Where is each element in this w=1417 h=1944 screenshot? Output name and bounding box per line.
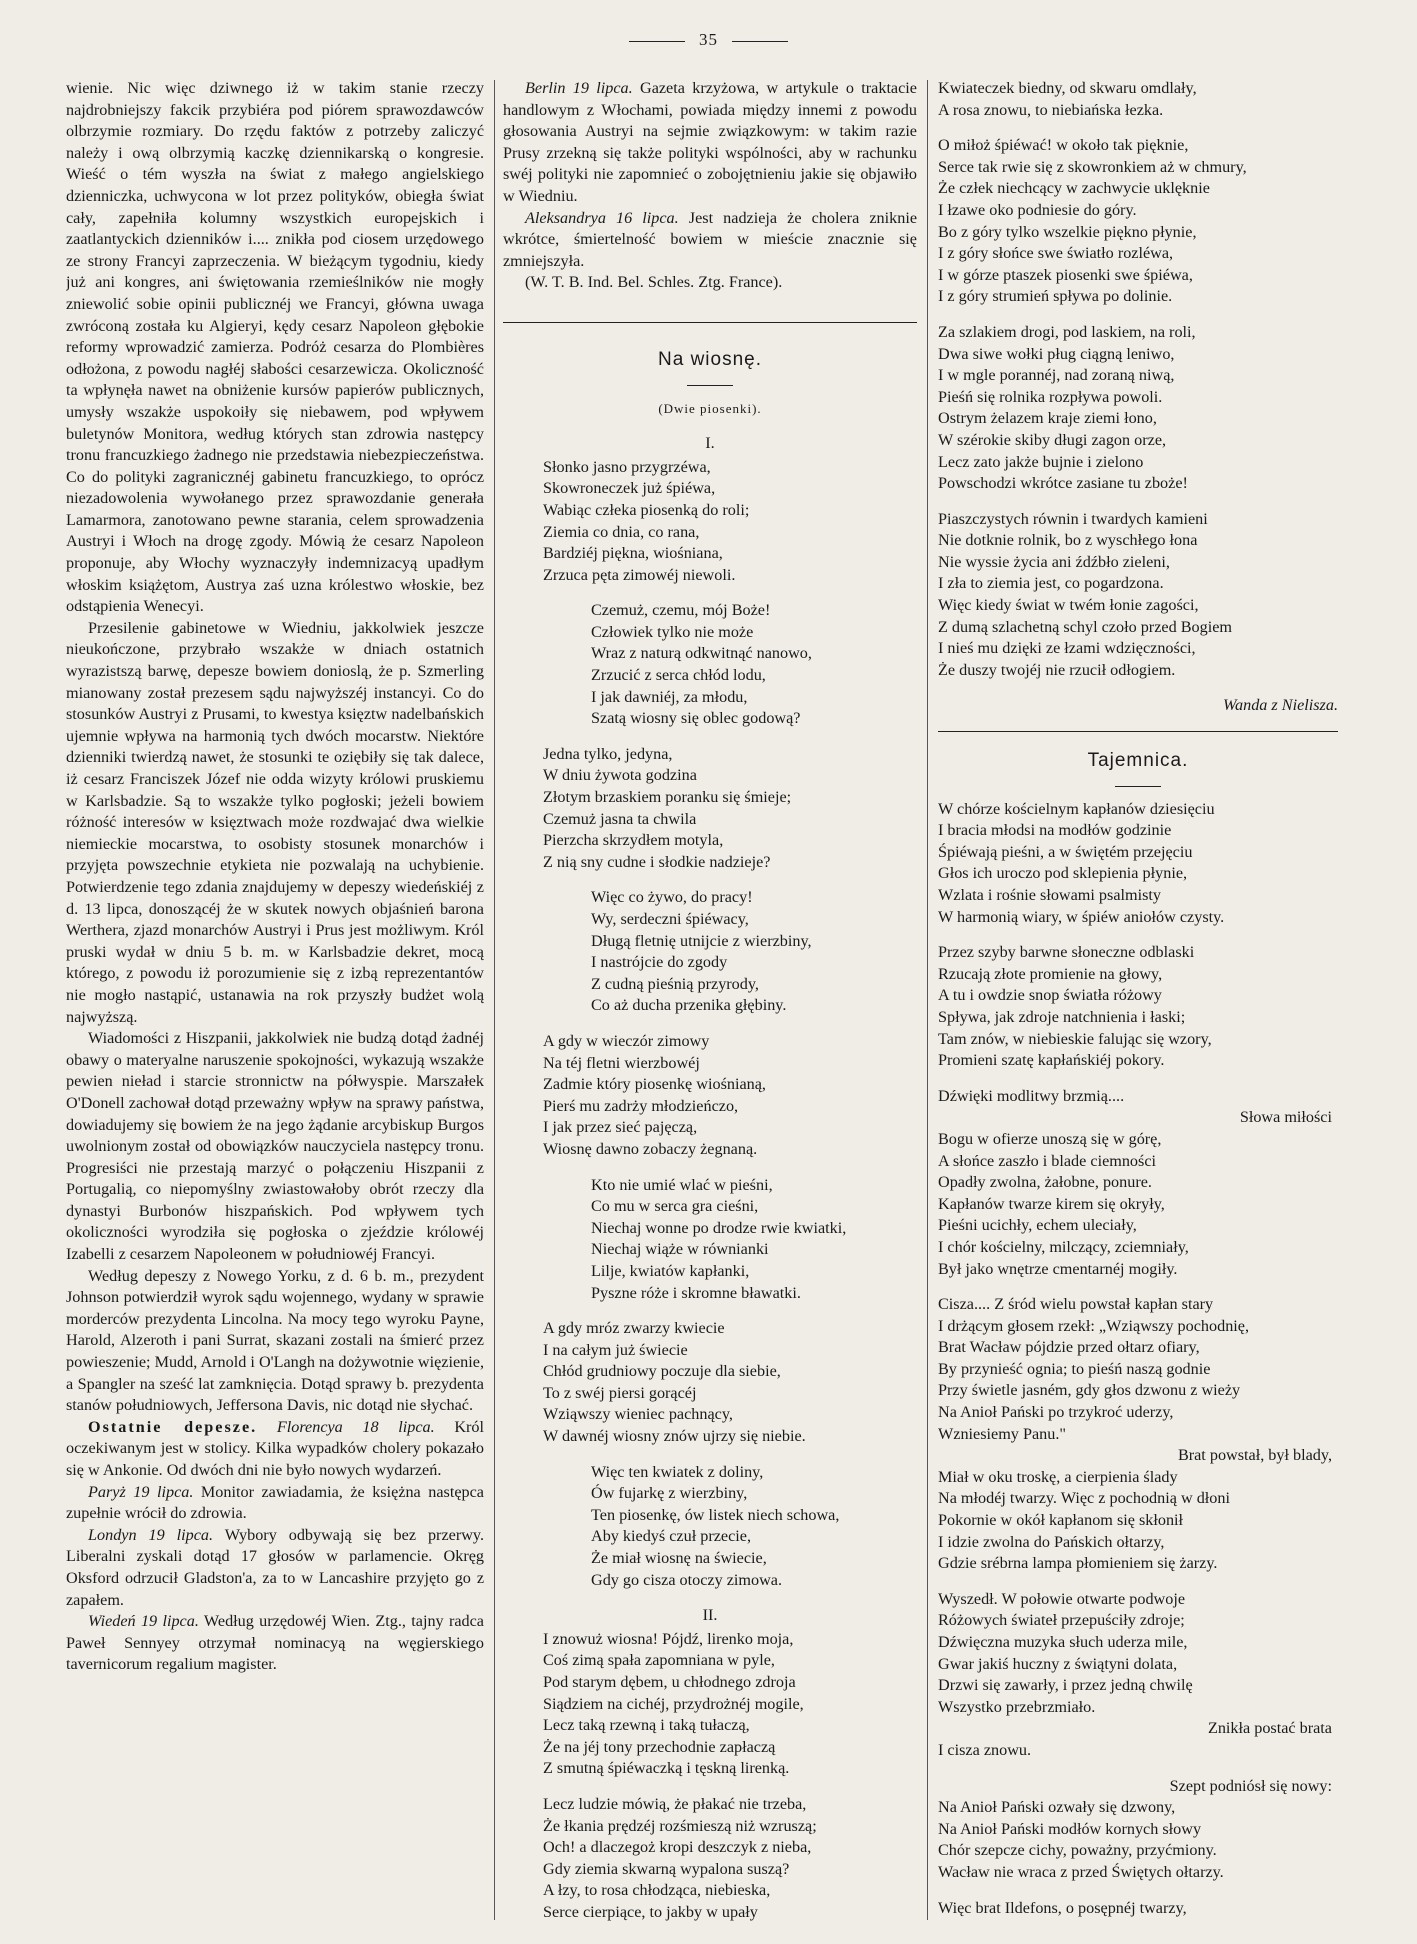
news-place: Aleksandrya 16 lipca.	[525, 208, 679, 227]
verse-line: I na całym już świecie	[543, 1340, 688, 1359]
verse-line: O miłoż śpiéwać! w około tak pięknie,	[938, 136, 1189, 155]
verse-line: To z swéj piersi gorącéj	[543, 1383, 697, 1402]
verse-line: Kwiateczek biedny, od skwaru omdlały,	[938, 79, 1197, 97]
verse-line: Bardziéj piękna, wiośniana,	[543, 544, 723, 563]
title-rule	[1115, 786, 1161, 787]
poem-part-1	[503, 457, 917, 1592]
verse-line: W dniu żywota godzina	[543, 766, 697, 785]
verse-line: Opadły zwolna, żałobne, ponure.	[938, 1173, 1152, 1192]
page-number	[0, 30, 1417, 50]
verse-line: Miał w oku troskę, a cierpienia ślady	[938, 1467, 1178, 1486]
verse-line: Ziemia co dnia, co rana,	[543, 522, 700, 541]
stanza	[938, 509, 1338, 682]
page-number-rule-right	[732, 41, 788, 42]
verse-line: Długą fletnię utnijcie z wierzbiny,	[591, 931, 812, 950]
verse-line: I drżącym głosem rzekł: „Wziąwszy pochodnię,	[938, 1316, 1250, 1335]
verse-line: Coś zimą spała zapomniana w pyle,	[543, 1651, 775, 1670]
verse-line: Ów fujarkę z wierzbiny,	[591, 1484, 748, 1503]
verse-line: Na młodéj twarzy. Więc z pochodnią w dłoni	[938, 1489, 1230, 1508]
verse-line: I chór kościelny, milczący, zciemniały,	[938, 1237, 1189, 1256]
verse-line: Wzlata i rośnie słowami psalmisty	[938, 886, 1161, 904]
column-divider-1	[494, 80, 495, 1920]
verse-line: Lecz ludzie mówią, że płakać nie trzeba,	[543, 1794, 807, 1813]
news-text: Według urzędowéj Wien. Ztg., tajny radca Paweł Sennyey otrzymał nominacyą na węgierskiego tavernicorum regalium magister.	[66, 1612, 484, 1674]
verse-line: I w mgle porannéj, nad zoraną niwą,	[938, 366, 1175, 385]
column-3	[938, 78, 1338, 1928]
verse-line: Że miał wiosnę na świecie,	[591, 1549, 767, 1568]
news-heading: Ostatnie depesze.	[88, 1417, 258, 1436]
verse-line: W szérokie skiby długi zagon orze,	[938, 430, 1167, 449]
verse-line: A gdy mróz zwarzy kwiecie	[543, 1319, 725, 1338]
verse-line: Przy świetle jasném, gdy głos dzwonu z wieży	[938, 1381, 1241, 1400]
poem2-body	[938, 799, 1338, 1920]
stanza	[938, 1086, 1338, 1280]
verse-line: Co mu w serca gra cieśni,	[591, 1197, 759, 1216]
verse-line: I nieś mu dzięki ze łzami wdzięczności,	[938, 639, 1196, 658]
verse-line: Przez szyby barwne słoneczne odblaski	[938, 943, 1195, 962]
verse-line: Skowroneczek już śpiéwa,	[543, 479, 716, 498]
stanza	[503, 887, 917, 1017]
verse-line: Z cudną pieśnią przyrody,	[591, 974, 759, 993]
stanza	[503, 1794, 917, 1924]
verse-line: A łzy, to rosa chłodząca, niebieska,	[543, 1881, 771, 1900]
news-place: Florencya 18 lipca.	[276, 1417, 435, 1436]
page-number-rule-left	[629, 41, 685, 42]
verse-line: Zrzuca pęta zimowéj niewoli.	[543, 565, 736, 584]
verse-line: Słonko jasno przygrzéwa,	[543, 457, 711, 476]
verse-line: Że człek niechcący w zachwycie uklęknie	[938, 179, 1210, 198]
verse-line: Ten piosenkę, ów listek niech schowa,	[591, 1505, 840, 1524]
verse-line: Cisza.... Z śród wielu powstał kapłan stary	[938, 1295, 1214, 1314]
verse-line: Bo z góry tylko wszelkie piękno płynie,	[938, 222, 1197, 241]
verse-line: Chór szepcze cichy, poważny, przyćmiony.	[938, 1841, 1217, 1860]
verse-line: Z nią sny cudne i słodkie nadzieje?	[543, 852, 771, 871]
stanza	[938, 1589, 1338, 1762]
verse-line: Brat Wacław pójdzie przed ołtarz ofiary,	[938, 1338, 1200, 1357]
column-2	[503, 78, 917, 1928]
verse-line: I jak dawniéj, za młodu,	[591, 687, 748, 706]
verse-line: Pokornie w okół kapłanom się skłonił	[938, 1511, 1184, 1530]
verse-line: Kapłanów twarze kirem się okryły,	[938, 1194, 1165, 1213]
news-place: Paryż 19 lipca.	[88, 1482, 194, 1501]
section-rule	[938, 731, 1338, 732]
news-text: Wybory odbywają się bez przerwy. Liberalni zyskali dotąd 17 głosów w parlamencie. Okręg Oksford odrzucił Gladston'a, za to w Lancashire przyjęto go z zapałem.	[66, 1525, 484, 1609]
stanza	[938, 1898, 1338, 1920]
verse-line: A słońce zaszło i blade ciemności	[938, 1151, 1157, 1170]
page-number-text: 35	[699, 30, 718, 49]
title-rule	[687, 385, 733, 386]
verse-line: A tu i owdzie snop światła różowy	[938, 986, 1162, 1005]
verse-line: Gdy go cisza otoczy zimowa.	[591, 1570, 783, 1589]
verse-line: Bogu w ofierze unoszą się w górę,	[938, 1129, 1162, 1148]
poem-part-2	[503, 1629, 917, 1924]
verse-line: Śpiéwają pieśni, a w świętém przejęciu	[938, 842, 1193, 861]
verse-line: Pyszne róże i skromne bławatki.	[591, 1283, 801, 1302]
news-item	[503, 208, 917, 273]
news-place: Wiedeń 19 lipca.	[88, 1612, 199, 1631]
verse-line: Serce tak rwie się z skowronkiem aż w chmury,	[938, 157, 1247, 176]
verse-line: Promieni szatę kapłańskiéj pokory.	[938, 1051, 1165, 1070]
stanza	[503, 1031, 917, 1161]
verse-line: Szept podniósł się nowy:	[1169, 1776, 1332, 1795]
stanza	[503, 457, 917, 587]
verse-line: Lilje, kwiatów kapłanki,	[591, 1261, 750, 1280]
verse-line: Więc ten kwiatek z doliny,	[591, 1462, 764, 1481]
verse-line: Gdzie srébrna lampa płomieniem się żarzy.	[938, 1554, 1218, 1573]
news-text: Gazeta krzyżowa, w artykule o traktacie handlowym z Włochami, powiada między innemi z powodu głosowania Austryi na sejmie związkowym: w takim razie Prusy zrzekną się także polityki wspólności, aby w rachunku swéj polityki nie zapomnieć o zobojętnieniu jakie się objawiło w Wiedniu.	[503, 79, 917, 205]
news-text: Król oczekiwanym jest w stolicy. Kilka wypadków cholery pokazało się w Ankonie. Od dwóch dni nie było nowych wydarzeń.	[66, 1417, 484, 1479]
stanza	[938, 322, 1338, 495]
verse-line: Siądziem na cichéj, przydrożnéj mogile,	[543, 1694, 804, 1713]
poem-part-number: I.	[705, 434, 715, 453]
verse-line: Na Anioł Pański po trzykroć uderzy,	[938, 1403, 1174, 1422]
verse-line: Lecz zato jakże bujnie i zielono	[938, 452, 1144, 471]
verse-line: Różowych świateł przepuściły zdroje;	[938, 1611, 1185, 1630]
news-item	[66, 1611, 484, 1676]
verse-line: Wziąwszy wieniec pachnący,	[543, 1405, 733, 1424]
news-item	[66, 1482, 484, 1525]
verse-line: Pierś mu zadrży młodzieńczo,	[543, 1096, 739, 1115]
news-place: Berlin 19 lipca.	[525, 79, 633, 97]
verse-line: Wraz z naturą odkwitnąć nanowo,	[591, 644, 812, 663]
poem-part-number: II.	[702, 1606, 718, 1625]
verse-line: Drzwi się zawarły, i przez jedną chwilę	[938, 1676, 1193, 1695]
verse-line: Niechaj wiąże w równianki	[591, 1240, 769, 1259]
verse-line: Znikła postać brata	[1207, 1719, 1332, 1738]
paragraph: wienie. Nic więc dziwnego iż w takim stanie rzeczy najdrobniejszy fakcik przybiéra pod piórem sprawozdawców olbrzymie rozmiary. Do rzędu faktów z potrzeby zaliczyć należy i ową olbrzymią kaczkę dziennikarską o kongresie. Wieść o tém wyszła na świat z małego angielskiego dzienniczka, uchwycona w lot przez polityków, obiegła świat cały, zapełniła kolumny wszystkich europejskich i zaatlantyckich dzienników i.... znikła pod ciosem urzędowego ze strony Francyi zaprzeczenia. W bieżącym tygodniu, kiedy już ani kongres, ani świętowania rzemieślników nie mogły zniewolić sobie opinii publicznéj we Francyi, główna uwaga zwróconą została ku Algieryi, kędy cesarz Napoleon głębokie reformy wprowadzić zamierza. Podróż cesarza do Plombières odłożona, z powodu nagłéj słabości cesarzewicza. Okoliczność ta wpłynęła nawet na obniżenie kursów papierów publicznych, umysły wszakże uspokoiły się niebawem, pod wpływem buletynów Monitora, według których stan zdrowia następcy tronu francuzkiego żadnego nie przedstawia niebezpieczeństwa. Co do polityki zagranicznéj gabinetu francuzkiego, to oprócz niezadowolenia wywołanego przez sprawozdanie generała Lamarmora, zanotowano pewne starania, celem sprowadzenia Austryi i Włoch na drogę zgody. Mówią że cesarz Napoleon proponuje, aby Włochy wyznaczyły indemnizacyą upadłym włoskim książętom, Austrya zaś uzna królestwo włoskie, bez odstąpienia Wenecyi.	[66, 79, 484, 616]
verse-line: W harmonią wiary, w śpiéw aniołów czysty.	[938, 907, 1225, 926]
verse-line: I idzie zwolna do Pańskich ołtarzy,	[938, 1532, 1165, 1551]
verse-line: Gwar jakiś huczny z świątyni dolata,	[938, 1654, 1178, 1673]
verse-line: I z góry strumień spływa po dolinie.	[938, 287, 1173, 306]
stanza	[938, 1776, 1338, 1884]
verse-line: I z góry słońce swe światło rozléwa,	[938, 244, 1174, 263]
stanza	[503, 1462, 917, 1592]
verse-line: Jedna tylko, jedyna,	[543, 744, 673, 763]
verse-line: Że na jéj tony przechodnie zapłaczą	[543, 1737, 776, 1756]
paragraph: Według depeszy z Nowego Yorku, z d. 6 b. m., prezydent Johnson potwierdził wyrok sądu wojennego, wydany w sprawie morderców prezydenta Lincolna. Na mocy tego wyroku Payne, Harold, Alzeroth i pani Surrat, skazani zostali na śmierć przez powieszenie; Mudd, Arnold i O'Langh na dożywotnie więzienie, a Spangler na sześć lat zamknięcia. Dotąd sprawy b. prezydenta stanów południowych, Jeffersona Davis, nic dotąd nie słychać.	[66, 1266, 484, 1415]
verse-line: Och! a dlaczegoż kropi deszczyk z nieba,	[543, 1838, 812, 1857]
poem-subtitle: (Dwie piosenki).	[658, 400, 762, 416]
verse-line: Pieśń się rolnika rozpływa powoli.	[938, 387, 1163, 406]
verse-line: Zrzucić z serca chłód lodu,	[591, 666, 766, 685]
verse-line: Na téj fletni wierzbowéj	[543, 1053, 700, 1072]
verse-line: Nie wyssie życia ani źdźbło zieleni,	[938, 552, 1170, 571]
stanza	[938, 799, 1338, 929]
verse-line: A gdy w wieczór zimowy	[543, 1031, 710, 1050]
news-item	[66, 1525, 484, 1611]
verse-line: Serce cierpiące, to jakby w upały	[543, 1902, 758, 1921]
verse-line: Dwa siwe wołki pług ciągną leniwo,	[938, 344, 1175, 363]
verse-line: Wabiąc człeka piosenką do roli;	[543, 500, 750, 519]
verse-line: I w górze ptaszek piosenki swe śpiéwa,	[938, 265, 1193, 284]
verse-line: I cisza znowu.	[938, 1740, 1032, 1759]
verse-line: Na Anioł Pański modłów kornych słowy	[938, 1819, 1202, 1838]
verse-line: Wszystko przebrzmiało.	[938, 1697, 1096, 1716]
verse-line: Piaszczystych równin i twardych kamieni	[938, 509, 1208, 528]
paragraph: Przesilenie gabinetowe w Wiedniu, jakkolwiek jeszcze nieukończone, przybrało wszakże w dniach ostatnich wyrazistszą barwę, depesze bowiem donioslą, że p. Szmerling mianowany został prezesem sądu najwyższéj instancyi. Co do stosunków Austryi z Prusami, to kwestya księztw nadelbańskich ujemnie wpływa na harmonią tych dwóch mocarstw. Niektóre dzienniki twierdzą nawet, że stosunki te oziębiły się tak dalece, iż cesarz Franciszek Józef nie odda wizyty królowi pruskiemu w Karlsbadzie. Są to wszakże tylko pogłoski; jeżeli bowiem różność interesów w księztwach może rozdwajać dwa wielkie niemieckie mocarstwa, to osobisty stosunek monarchów i przyjęta powszechnie etykieta nie pozwalają na uchybienie. Potwierdzenie tego zdania znajdujemy w depeszy wiedeńskiéj z d. 13 lipca, donoszącéj że w skutek nowych objaśnień barona Werthera, zjazd monarchów Austryi i Prus jest możliwym. Król pruski wydał w dniu 5 b. m. w Karlsbadzie dekret, mocą którego, z powodu iż porozumienie się z izbą reprezentantów nie mogło nastąpić, ustanawia na rok przyszły budżet wolą najwyższą.	[66, 618, 484, 1026]
verse-line: Chłód grudniowy poczuje dla siebie,	[543, 1362, 781, 1381]
verse-line: By przynieść ognia; to pieśń naszą godnie	[938, 1359, 1211, 1378]
verse-line: Szatą wiosny się oblec godową?	[591, 709, 801, 728]
column-1	[66, 78, 484, 1928]
verse-line: I nastrójcie do zgody	[591, 953, 728, 972]
verse-line: Tam znów, w niebieskie falując się wzory,	[938, 1029, 1212, 1048]
stanza	[938, 1294, 1338, 1575]
verse-line: Słowa miłości	[1239, 1108, 1332, 1127]
verse-line: Więc brat Ildefons, o posępnéj twarzy,	[938, 1898, 1187, 1917]
verse-line: Dźwięczna muzyka słuch uderza mile,	[938, 1633, 1188, 1651]
stanza	[503, 1318, 917, 1448]
verse-line: Spływa, jak zdroje natchnienia i łaski;	[938, 1007, 1186, 1026]
verse-line: I łzawe oko podniesie do góry.	[938, 200, 1137, 219]
verse-line: Dźwięki modlitwy brzmią....	[938, 1086, 1125, 1105]
verse-line: Pod starym dębem, u chłodnego zdroja	[543, 1673, 796, 1691]
poem2-title: Tajemnica.	[1087, 750, 1189, 772]
verse-line: W chórze kościelnym kapłanów dziesięciu	[938, 799, 1215, 818]
poem-continuation	[938, 78, 1338, 681]
verse-line: Złotym brzaskiem poranku się śmieje;	[543, 788, 792, 807]
news-item	[66, 1417, 484, 1482]
verse-line: Kto nie umié wlać w pieśni,	[591, 1175, 773, 1194]
verse-line: Czemuż jasna ta chwila	[543, 809, 697, 828]
section-rule	[503, 322, 917, 323]
verse-line: Za szlakiem drogi, pod laskiem, na roli,	[938, 322, 1196, 341]
verse-line: Był jako wnętrze cmentarnéj mogiły.	[938, 1259, 1178, 1278]
verse-line: Brat powstał, był blady,	[1177, 1446, 1332, 1465]
verse-line: I bracia młodsi na modłów godzinie	[938, 821, 1172, 840]
verse-line: Co aż ducha przenika głębiny.	[591, 996, 787, 1015]
verse-line: Wzniesiemy Panu."	[938, 1424, 1066, 1443]
news-text: Monitor zawiadamia, że księżna następca zupełnie wrócił do zdrowia.	[66, 1482, 484, 1523]
verse-line: Wacław nie wraca z przed Świętych ołtarzy.	[938, 1862, 1224, 1881]
paragraph: Wiadomości z Hiszpanii, jakkolwiek nie budzą dotąd żadnéj obawy o materyalne naruszenie spokojności, wykazują wszakże pewien nieład i starcie stronnictw na półwyspie. Marszałek O'Donell zachował dotąd przeważny wpływ na sprawy państwa, dowiadujemy się bowiem że na jego żądanie arcybiskup Burgos uwolnionym został od obowiązków nauczyciela następcy tronu. Progresiści nie przestają marzyć o połączeniu Hiszpanii z Portugalią, co niepomyślny zwiastowałoby obrót rzeczy dla dynastyi Burbonów hiszpańskich. Pod wpływem tych okoliczności wyrodziła się pogłoska o zjeździe królowéj Izabelli z cesarzem Napoleonem w południowéj Francyi.	[66, 1029, 484, 1264]
verse-line: Nie dotknie rolnik, bo z wyschłego łona	[938, 531, 1198, 550]
stanza	[938, 942, 1338, 1072]
verse-line: W dawnéj wiosny znów ujrzy się niebie.	[543, 1427, 806, 1446]
news-text: Jest nadzieja że cholera zniknie wkrótce, śmiertelność bowiem w mieście znacznie się zmniejszyła.	[503, 208, 917, 270]
stanza	[503, 744, 917, 874]
verse-line: Więc co żywo, do pracy!	[591, 888, 753, 907]
verse-line: Z dumą szlachetną schyl czoło przed Bogiem	[938, 617, 1232, 636]
verse-line: Że duszy twojéj nie rzucił odłogiem.	[938, 660, 1176, 679]
verse-line: Lecz taką rzewną i taką tułaczą,	[543, 1716, 750, 1735]
stanza	[938, 78, 1338, 121]
poem-title: Na wiosnę.	[658, 348, 762, 370]
column-divider-2	[927, 80, 928, 1920]
verse-line: I jak przez sieć pajęczą,	[543, 1118, 698, 1137]
stanza	[503, 1175, 917, 1305]
verse-line: Rzucają złote promienie na głowy,	[938, 964, 1163, 983]
verse-line: Aby kiedyś czuł przecie,	[591, 1527, 752, 1546]
stanza	[503, 1629, 917, 1780]
verse-line: I znowuż wiosna! Pójdź, lirenko moja,	[543, 1629, 794, 1648]
verse-line: Z smutną śpiéwaczką i tęskną lirenką.	[543, 1759, 790, 1778]
stanza	[938, 135, 1338, 308]
verse-line: Ostrym żelazem kraje ziemi łono,	[938, 409, 1157, 428]
verse-line: Więc kiedy świat w twém łonie zagości,	[938, 596, 1199, 615]
verse-line: Niechaj wonne po drodze rwie kwiatki,	[591, 1218, 847, 1237]
verse-line: Zadmie który piosenkę wiośnianą,	[543, 1075, 766, 1094]
verse-line: I zła to ziemia jest, co pogardzona.	[938, 574, 1164, 593]
news-item	[503, 78, 917, 208]
verse-line: Głos ich uroczo pod sklepienia płynie,	[938, 864, 1188, 883]
verse-line: Wy, serdeczni śpiéwacy,	[591, 910, 749, 928]
stanza	[503, 600, 917, 730]
verse-line: Gdy ziemia skwarną wypalona suszą?	[543, 1859, 790, 1878]
verse-line: Czemuż, czemu, mój Boże!	[591, 601, 771, 620]
verse-line: Człowiek tylko nie może	[591, 622, 754, 641]
verse-line: Wyszedł. W połowie otwarte podwoje	[938, 1589, 1186, 1608]
news-block	[503, 78, 917, 294]
verse-line: Powschodzi wkrótce zasiane tu zboże!	[938, 474, 1188, 493]
news-source: (W. T. B. Ind. Bel. Schles. Ztg. France).	[525, 273, 783, 292]
verse-line: Że łkania prędzéj rozśmieszą niż wzruszą;	[543, 1816, 817, 1835]
news-place: Londyn 19 lipca.	[88, 1525, 214, 1544]
verse-line: Na Anioł Pański ozwały się dzwony,	[938, 1798, 1176, 1817]
verse-line: A rosa znowu, to niebiańska łezka.	[938, 100, 1164, 119]
poem-signature: Wanda z Nieliszа.	[1223, 696, 1338, 715]
verse-line: Pierzcha skrzydłem motyla,	[543, 831, 724, 850]
verse-line: Pieśni ucichły, echem uleciały,	[938, 1216, 1137, 1235]
verse-line: Wiosnę dawno zobaczy żegnaną.	[543, 1139, 758, 1158]
